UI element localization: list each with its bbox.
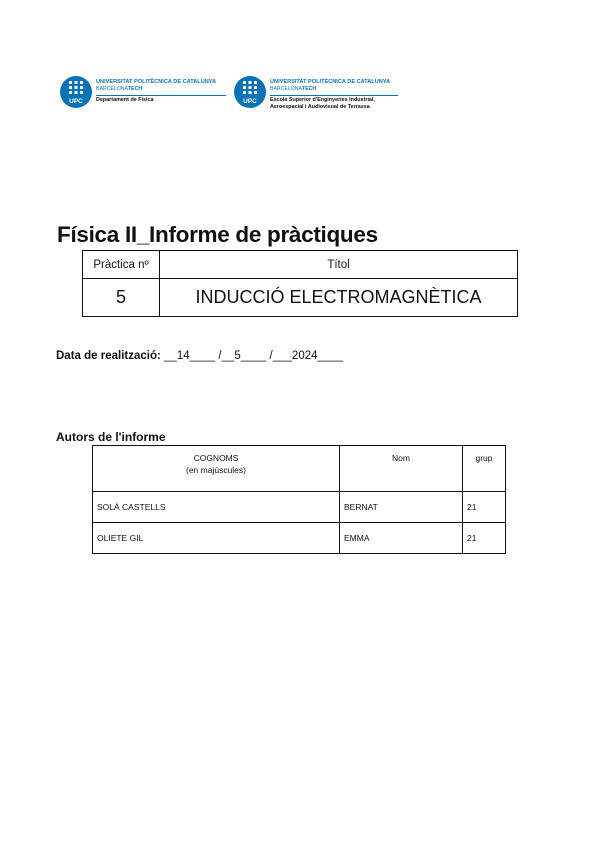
logo-barcelonatech: BARCELONATECH [270, 86, 317, 92]
author-name: EMMA [340, 523, 463, 554]
date-value: __14____ /__5____ /___2024____ [160, 350, 344, 362]
page-title: Física II_Informe de pràctiques [57, 222, 378, 247]
practice-number: 5 [83, 279, 160, 317]
practice-table-header [83, 251, 518, 279]
practice-table [82, 250, 518, 317]
date-label: Data de realització: [56, 350, 161, 362]
logo-divider [96, 95, 226, 96]
header-surnames [93, 446, 340, 492]
seal-text: UPC [69, 98, 83, 105]
upc-seal-icon [60, 76, 92, 108]
author-surnames: OLIETE GIL [93, 523, 340, 554]
logo-school-line2: Aeroespacial i Audiovisual de Terrassa [270, 104, 370, 110]
authors-heading: Autors de l'informe [56, 430, 166, 444]
author-surnames: SOLÀ CASTELLS [93, 492, 340, 523]
logo-divider [270, 95, 398, 96]
seal-text: UPC [243, 98, 257, 105]
logo-text [96, 79, 216, 93]
header-surnames-label: COGNOMS [193, 453, 239, 463]
logo-university-name: UNIVERSITAT POLITÈCNICA DE CATALUNYA [96, 79, 217, 85]
table-row [93, 523, 506, 554]
author-group: 21 [463, 492, 506, 523]
upc-logo-fisica [60, 76, 235, 112]
upc-logo-eseiaat [234, 76, 424, 112]
table-row [93, 492, 506, 523]
header-name: Nom [340, 446, 463, 492]
author-name: BERNAT [340, 492, 463, 523]
logo-text [270, 79, 390, 93]
authors-table-header [93, 446, 506, 492]
header-practice-number: Pràctica nº [83, 251, 160, 279]
practice-table-row [83, 279, 518, 317]
header-surnames-sub: (en majúscules) [186, 465, 246, 475]
upc-seal-icon [234, 76, 266, 108]
logo-school-line1: Escola Superior d'Enginyeries Industrial, [270, 97, 375, 103]
header-group: grup [463, 446, 506, 492]
date-line [56, 350, 343, 362]
header-title: Títol [160, 251, 518, 279]
logo-barcelonatech: BARCELONATECH [96, 86, 143, 92]
author-group: 21 [463, 523, 506, 554]
logo-department: Departament de Física [96, 97, 154, 103]
logo-university-name: UNIVERSITAT POLITÈCNICA DE CATALUNYA [270, 79, 391, 85]
practice-title: INDUCCIÓ ELECTROMAGNÈTICA [160, 279, 518, 317]
authors-table [92, 445, 506, 554]
